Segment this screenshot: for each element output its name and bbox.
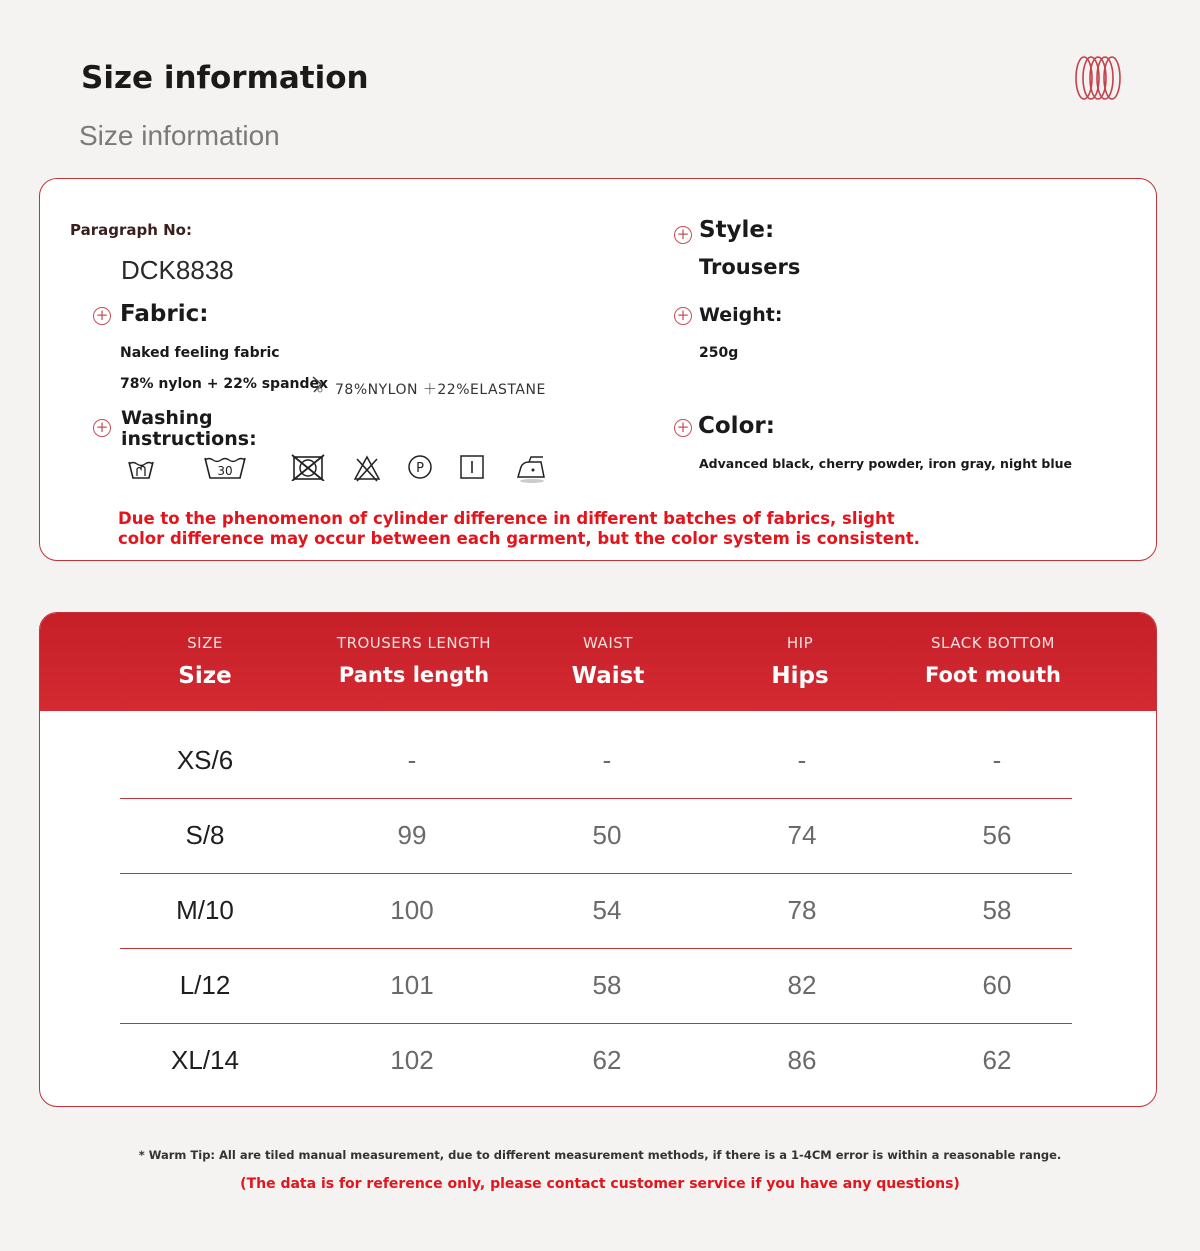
page-subtitle: Size information — [79, 120, 280, 151]
color-label: Color: — [698, 413, 775, 439]
table-row — [120, 948, 1072, 1024]
pants-length-cell: 102 — [390, 1045, 434, 1075]
size-cell: XL/14 — [171, 1045, 239, 1075]
do-not-tumble-dry-icon — [290, 453, 326, 481]
waist-cell: - — [602, 745, 612, 775]
do-not-bleach-icon — [352, 454, 382, 482]
warm-tip: * Warm Tip: All are tiled manual measurement, due to different measurement methods, if there is a 1-4CM error is within a reasonable range. — [138, 1148, 1062, 1162]
column-header-size — [107, 613, 303, 711]
size-cell: L/12 — [179, 970, 231, 1000]
foot-mouth-cell: 58 — [982, 895, 1012, 925]
column-header-en: TROUSERS LENGTH — [336, 634, 492, 652]
size-cell: S/8 — [185, 820, 225, 850]
product-info-card — [39, 178, 1157, 561]
size-cell: M/10 — [176, 895, 234, 925]
column-header-label: Hips — [771, 663, 829, 689]
foot-mouth-cell: 56 — [982, 820, 1012, 850]
table-row — [120, 798, 1072, 874]
foot-mouth-cell: - — [992, 745, 1002, 775]
line-dry-icon — [457, 453, 487, 481]
waist-cell: 62 — [592, 1045, 622, 1075]
column-header-waist — [510, 613, 706, 711]
foot-mouth-cell: 62 — [982, 1045, 1012, 1075]
paragraph-label: Paragraph No: — [70, 221, 192, 239]
weight-label: Weight: — [699, 304, 783, 326]
plus-circle-icon: + — [93, 419, 111, 437]
weight-value: 250g — [699, 345, 739, 361]
plus-circle-icon: + — [674, 307, 692, 325]
column-header-hips — [702, 613, 898, 711]
table-row — [120, 723, 1072, 799]
style-value: Trousers — [699, 255, 801, 279]
rings-logo-icon — [1072, 52, 1124, 104]
waist-cell: 50 — [592, 820, 622, 850]
column-header-pants-length — [316, 613, 512, 711]
pants-length-cell: 100 — [390, 895, 434, 925]
column-header-label: Size — [178, 663, 232, 689]
hips-cell: 74 — [787, 820, 817, 850]
washing-label — [121, 408, 257, 450]
size-cell: XS/6 — [176, 745, 234, 775]
column-header-label: Waist — [571, 663, 645, 689]
fabric-label: Fabric: — [120, 301, 209, 327]
color-value: Advanced black, cherry powder, iron gray, night blue — [699, 456, 1073, 471]
column-header-en: SIZE — [187, 634, 223, 652]
hips-cell: 78 — [787, 895, 817, 925]
pants-length-cell: - — [407, 745, 417, 775]
hand-wash-icon — [126, 454, 156, 482]
column-header-en: WAIST — [583, 634, 633, 652]
size-table-header — [40, 613, 1157, 711]
plus-circle-icon: + — [93, 307, 111, 325]
plus-circle-icon: + — [674, 226, 692, 244]
foot-mouth-cell: 60 — [982, 970, 1012, 1000]
fabric-line-2: 78% nylon + 22% spandex — [120, 376, 329, 392]
washing-label-line-2: instructions: — [121, 428, 257, 450]
column-header-label: Foot mouth — [925, 663, 1061, 687]
waist-cell: 58 — [592, 970, 622, 1000]
hips-cell: 82 — [787, 970, 817, 1000]
washing-label-line-1: Washing — [121, 407, 213, 429]
page-title: Size information — [81, 60, 369, 96]
wash-temp-text: 30 — [217, 464, 233, 478]
column-header-foot-mouth — [893, 613, 1093, 711]
reference-note: (The data is for reference only, please contact customer service if you have any questions) — [240, 1176, 960, 1192]
table-row — [120, 1023, 1072, 1098]
paragraph-value: DCK8838 — [121, 255, 234, 285]
color-difference-warning: Due to the phenomenon of cylinder difference in different batches of fabrics, slight color difference may occur between each garment, but the color system is consistent. — [118, 509, 920, 548]
iron-low-icon — [515, 453, 549, 485]
waist-cell: 54 — [592, 895, 622, 925]
table-row — [120, 873, 1072, 949]
column-header-en: HIP — [786, 634, 814, 652]
dry-clean-p-icon — [405, 453, 435, 481]
pants-length-cell: 101 — [390, 970, 434, 1000]
size-table — [39, 612, 1157, 1107]
fabric-composition: 78%NYLON ＋22%ELASTANE — [335, 382, 546, 398]
fabric-line-1: Naked feeling fabric — [120, 345, 280, 361]
hips-cell: 86 — [787, 1045, 817, 1075]
column-header-en: SLACK BOTTOM — [931, 634, 1055, 652]
column-header-label: Pants length — [338, 663, 490, 687]
hips-cell: - — [797, 745, 807, 775]
plus-circle-icon: + — [674, 419, 692, 437]
wash-30-icon — [203, 452, 247, 482]
tag-clip-icon — [310, 375, 324, 395]
style-label: Style: — [699, 217, 775, 243]
dry-clean-letter: P — [416, 461, 424, 476]
pants-length-cell: 99 — [397, 820, 427, 850]
